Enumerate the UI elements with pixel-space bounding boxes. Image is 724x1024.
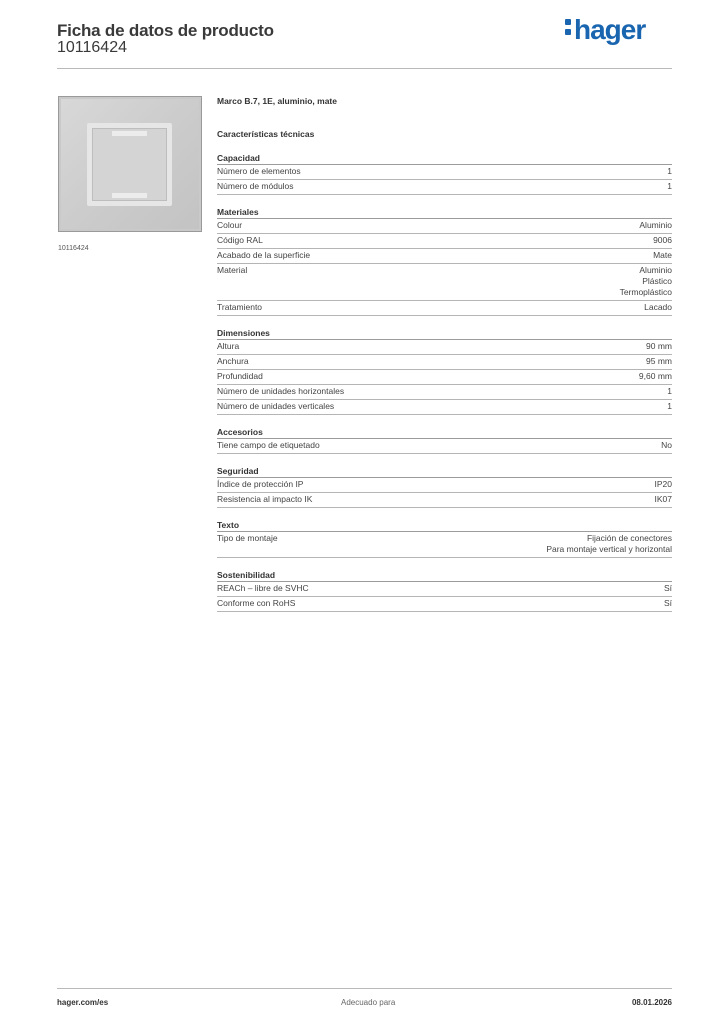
spec-value-line: IK07: [654, 494, 672, 504]
section-title: Seguridad: [217, 466, 672, 478]
spec-value: [546, 533, 672, 555]
spec-row: [217, 532, 672, 558]
spec-section: [217, 570, 672, 612]
spec-row: [217, 400, 672, 415]
header-divider: [57, 68, 672, 69]
spec-row: [217, 234, 672, 249]
spec-row: [217, 478, 672, 493]
spec-value-line: Sí: [663, 598, 672, 608]
spec-value-line: 1: [667, 386, 672, 396]
spec-row: [217, 180, 672, 195]
spec-value-line: 9,60 mm: [638, 371, 672, 381]
spec-label: Anchura: [217, 356, 249, 366]
spec-value: [639, 220, 672, 231]
spec-row: [217, 385, 672, 400]
spec-value: [664, 583, 672, 594]
product-image: [58, 96, 202, 232]
spec-label: Altura: [217, 341, 240, 351]
spec-row: [217, 597, 672, 612]
spec-label: Tipo de montaje: [217, 533, 278, 543]
section-title: Texto: [217, 520, 672, 532]
spec-section: [217, 207, 672, 316]
spec-value-line: 90 mm: [646, 341, 672, 351]
spec-value: [646, 356, 672, 367]
logo-text: hager: [574, 14, 646, 45]
spec-value-line: Fijación de conectores: [586, 533, 672, 543]
spec-value: [655, 494, 673, 505]
spec-value-line: No: [661, 440, 672, 450]
spec-value-line: 9006: [653, 235, 672, 245]
logo-dots-icon: [565, 19, 573, 39]
spec-value: [667, 181, 672, 192]
spec-row: [217, 165, 672, 180]
footer-divider: [57, 988, 672, 989]
spec-row: [217, 301, 672, 316]
spec-sections: [217, 153, 672, 612]
section-title: Materiales: [217, 207, 672, 219]
spec-value-line: IP20: [654, 479, 672, 489]
spec-row: [217, 264, 672, 301]
spec-value-line: Plástico: [642, 276, 672, 286]
spec-value-line: Aluminio: [639, 220, 672, 230]
spec-label: Número de unidades horizontales: [217, 386, 345, 396]
spec-value-line: 1: [667, 401, 672, 411]
spec-row: [217, 582, 672, 597]
spec-value: [667, 166, 672, 177]
spec-section: [217, 427, 672, 454]
footer-date: 08.01.2026: [631, 998, 672, 1007]
spec-row: [217, 249, 672, 264]
spec-label: Número de unidades verticales: [217, 401, 335, 411]
spec-value-line: Mate: [653, 250, 672, 260]
spec-value: [661, 440, 672, 451]
spec-row: [217, 439, 672, 454]
spec-value: [639, 371, 672, 382]
spec-label: Conforme con RoHS: [217, 598, 296, 608]
spec-label: Acabado de la superficie: [217, 250, 311, 260]
image-caption: 10116424: [58, 245, 89, 252]
spec-section: [217, 466, 672, 508]
spec-value-line: Sí: [663, 583, 672, 593]
footer-website: hager.com/es: [57, 998, 109, 1007]
frame-opening: [87, 123, 172, 206]
spec-value: [653, 235, 672, 246]
spec-value-line: Lacado: [644, 302, 672, 312]
spec-section: [217, 520, 672, 558]
spec-content: [217, 96, 672, 612]
tech-heading: Características técnicas: [217, 129, 315, 139]
spec-value: [655, 479, 673, 490]
spec-label: Resistencia al impacto IK: [217, 494, 313, 504]
section-title: Dimensiones: [217, 328, 672, 340]
spec-row: [217, 493, 672, 508]
spec-value: [653, 250, 672, 261]
section-title: Sostenibilidad: [217, 570, 672, 582]
spec-label: Colour: [217, 220, 243, 230]
page-title: Ficha de datos de producto: [57, 21, 274, 40]
spec-row: [217, 219, 672, 234]
spec-value-line: 95 mm: [646, 356, 672, 366]
spec-value-line: Aluminio: [639, 265, 672, 275]
frame-plate: [61, 99, 199, 229]
product-name: Marco B.7, 1E, aluminio, mate: [217, 96, 337, 106]
spec-section: [217, 328, 672, 415]
spec-value: [646, 341, 672, 352]
spec-label: Tratamiento: [217, 302, 263, 312]
section-title: Accesorios: [217, 427, 672, 439]
spec-value: [644, 302, 672, 313]
spec-value: [620, 265, 672, 298]
spec-label: Profundidad: [217, 371, 263, 381]
product-number: 10116424: [57, 39, 127, 56]
spec-label: REACh – libre de SVHC: [217, 583, 309, 593]
spec-row: [217, 340, 672, 355]
hager-logo: [565, 14, 645, 46]
spec-value: [667, 401, 672, 412]
spec-value-line: Termoplástico: [619, 287, 672, 297]
spec-value-line: 1: [667, 181, 672, 191]
spec-label: Índice de protección IP: [217, 479, 304, 489]
spec-row: [217, 370, 672, 385]
spec-section: [217, 153, 672, 195]
spec-label: Material: [217, 265, 248, 275]
spec-label: Número de módulos: [217, 181, 294, 191]
spec-row: [217, 355, 672, 370]
section-title: Capacidad: [217, 153, 672, 165]
spec-label: Tiene campo de etiquetado: [217, 440, 320, 450]
spec-label: Número de elementos: [217, 166, 301, 176]
spec-value-line: Para montaje vertical y horizontal: [546, 544, 672, 554]
footer-center-text: Adecuado para: [341, 998, 396, 1007]
spec-label: Código RAL: [217, 235, 263, 245]
spec-value: [667, 386, 672, 397]
spec-value-line: 1: [667, 166, 672, 176]
spec-value: [664, 598, 672, 609]
